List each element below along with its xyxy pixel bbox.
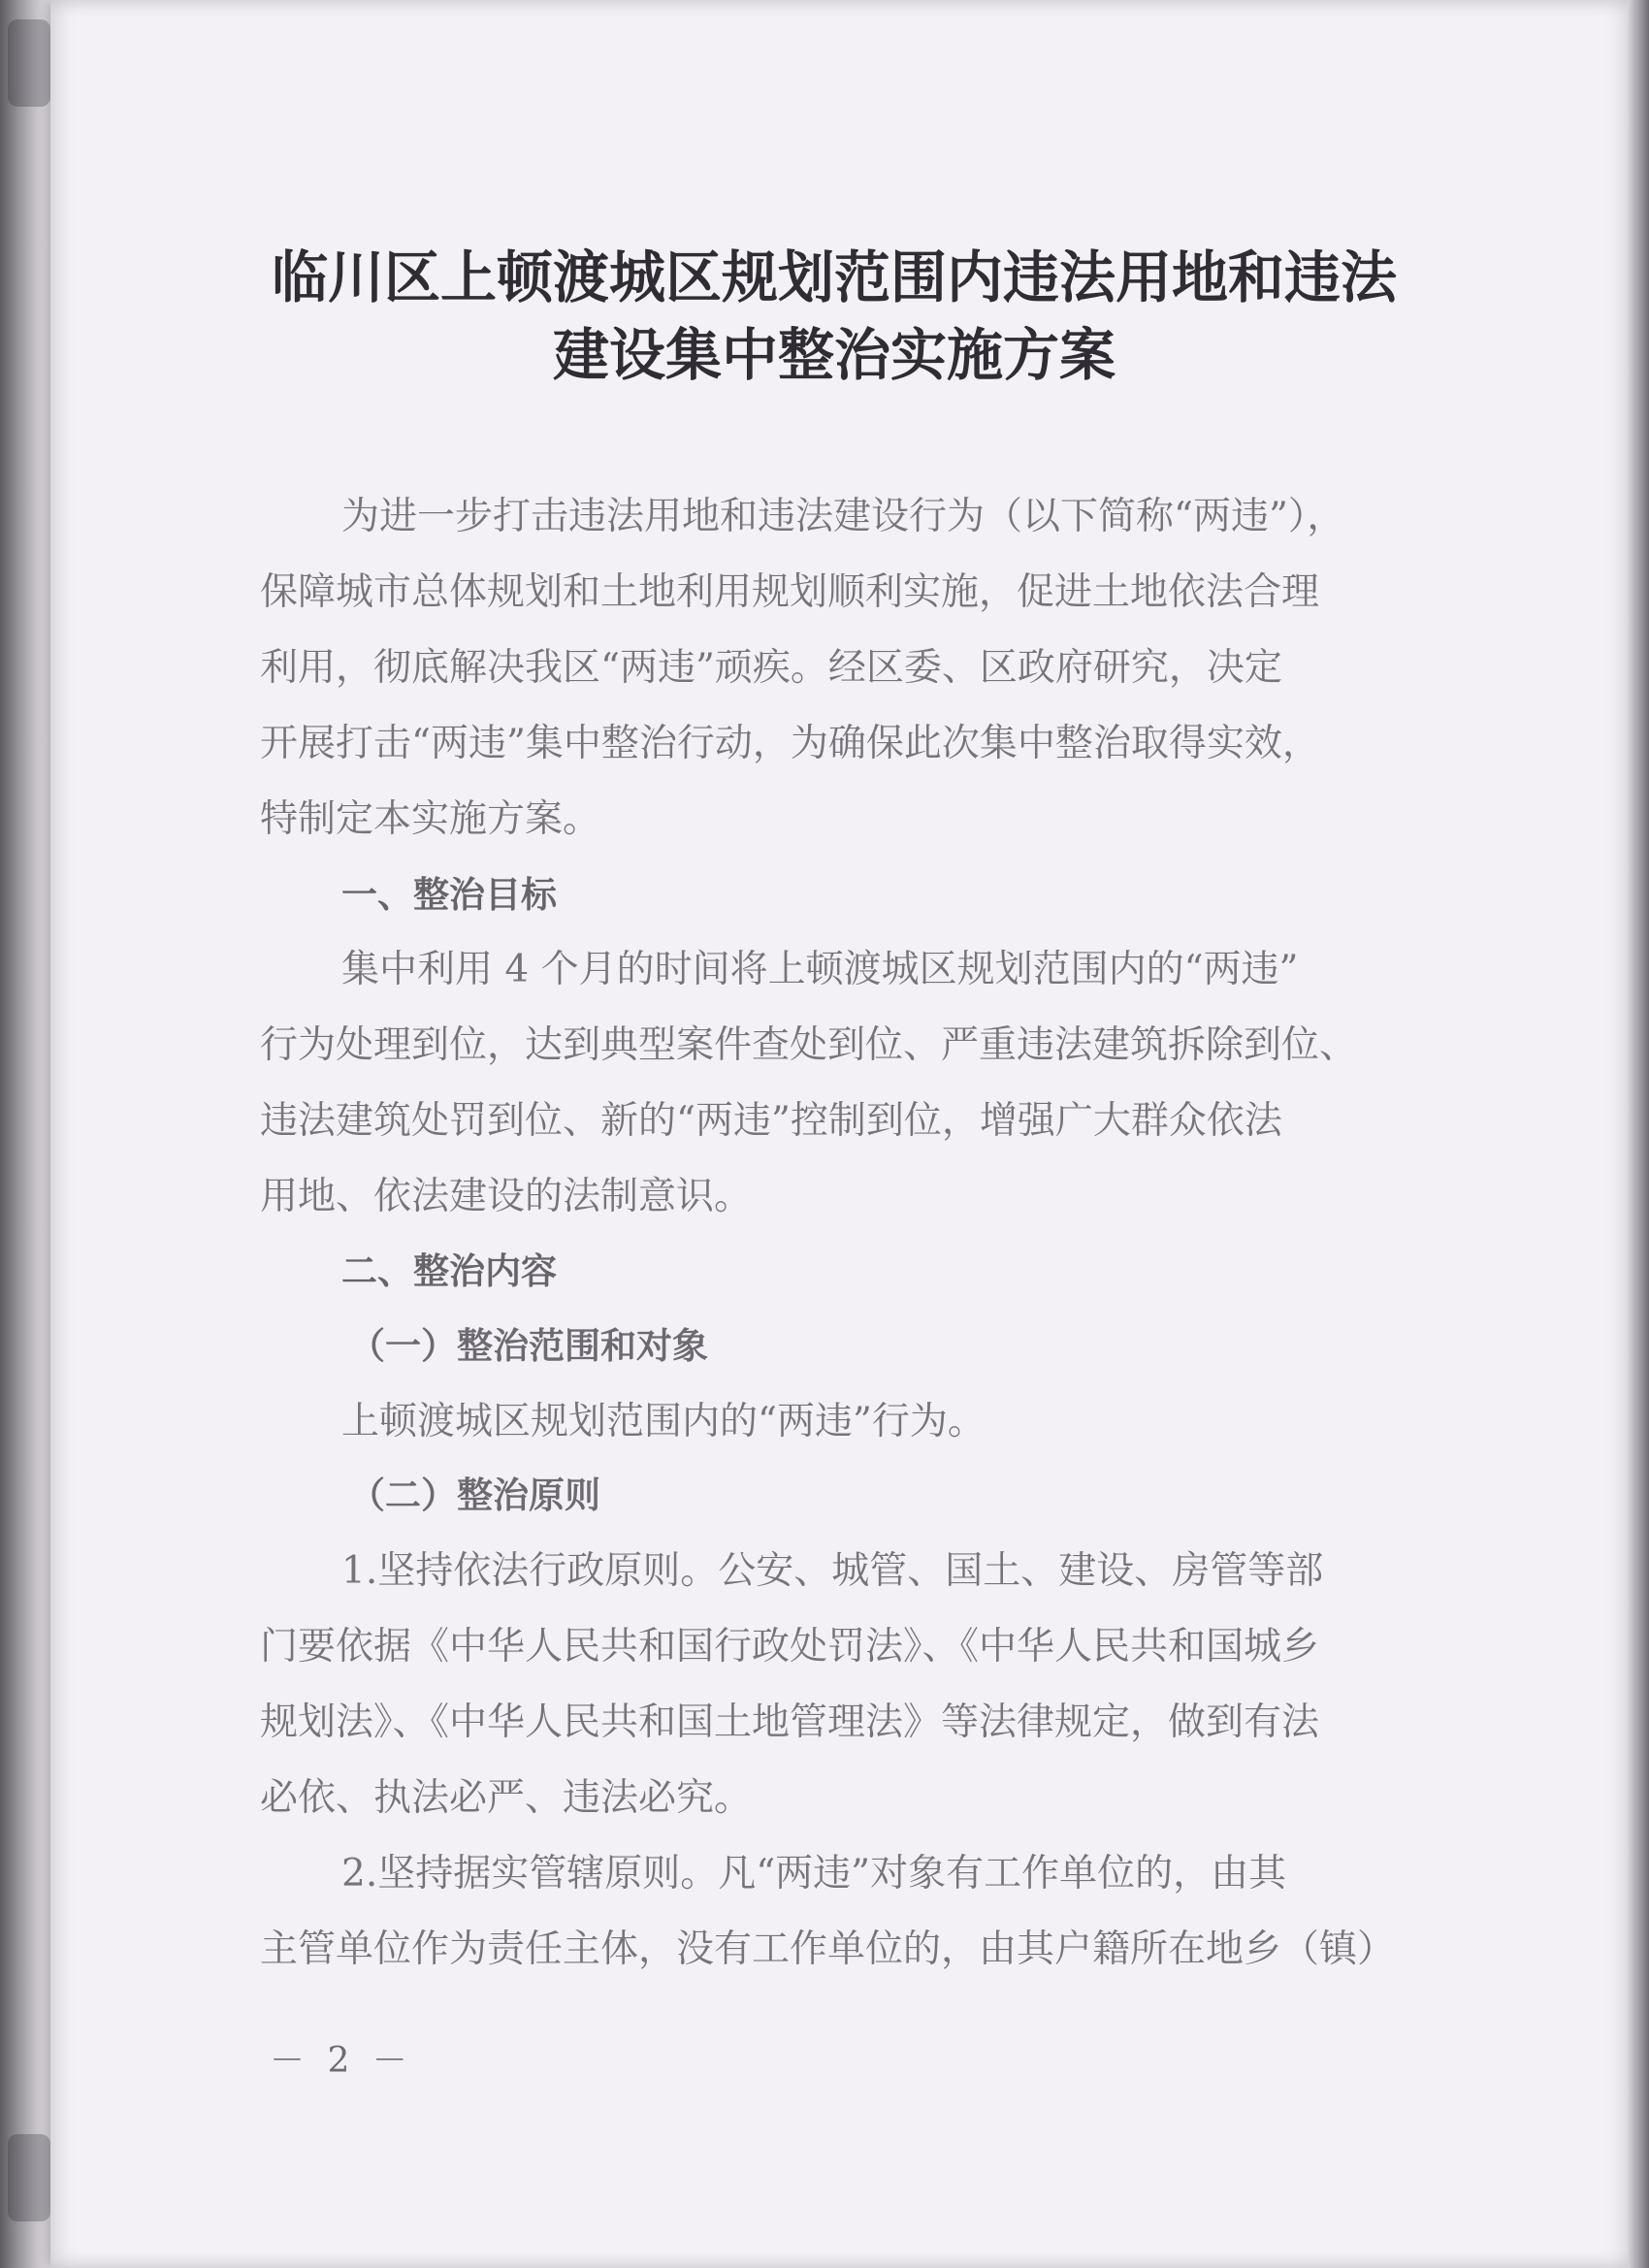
- principle-1-line-2: 门要依据《中华人民共和国行政处罚法》、《中华人民共和国城乡: [260, 1625, 1320, 1669]
- intro-line-4: 开展打击“两违”集中整治行动，为确保此次集中整治取得实效，: [260, 722, 1320, 765]
- document-title-line-2: 建设集中整治实施方案: [552, 322, 1116, 388]
- principle-1-line-4: 必依、执法必严、违法必究。: [260, 1776, 753, 1820]
- paper-edge-right: [1628, 0, 1649, 2268]
- binder-edge-left: [0, 0, 52, 2268]
- section-2-heading: 二、整治内容: [341, 1250, 557, 1292]
- document-title-line-1: 临川区上顿渡城区规划范围内违法用地和违法: [271, 244, 1397, 310]
- section-1-line-2: 行为处理到位，达到典型案件查处到位、严重违法建筑拆除到位、: [260, 1023, 1358, 1067]
- section-1-heading: 一、整治目标: [341, 874, 557, 916]
- principle-1-line-1: 1.坚持依法行政原则。公安、城管、国土、建设、房管等部: [341, 1549, 1324, 1593]
- section-2-subheading-1: （一）整治范围和对象: [349, 1324, 708, 1367]
- section-1-line-3: 违法建筑处罚到位、新的“两违”控制到位，增强广大群众依法: [260, 1099, 1282, 1143]
- intro-line-1: 为进一步打击违法用地和违法建设行为（以下简称“两违”），: [341, 495, 1345, 538]
- principle-2-line-2: 主管单位作为责任主体，没有工作单位的，由其户籍所在地乡（镇）: [260, 1928, 1396, 1971]
- section-1-line-1: 集中利用 4 个月的时间将上顿渡城区规划范围内的“两违”: [341, 948, 1299, 991]
- section-2-sub1-line-1: 上顿渡城区规划范围内的“两违”行为。: [341, 1400, 986, 1443]
- intro-line-5: 特制定本实施方案。: [260, 797, 601, 841]
- section-1-line-4: 用地、依法建设的法制意识。: [260, 1175, 753, 1218]
- binder-hole-top: [8, 19, 50, 107]
- page-number: － 2 －: [270, 2041, 413, 2081]
- principle-1-line-3: 规划法》、《中华人民共和国土地管理法》等法律规定，做到有法: [260, 1701, 1320, 1744]
- intro-line-2: 保障城市总体规划和土地利用规划顺利实施，促进土地依法合理: [260, 570, 1320, 614]
- intro-line-3: 利用，彻底解决我区“两违”顽疾。经区委、区政府研究，决定: [260, 646, 1282, 690]
- binder-hole-bottom: [8, 2134, 50, 2221]
- principle-2-line-1: 2.坚持据实管辖原则。凡“两违”对象有工作单位的，由其: [341, 1852, 1287, 1895]
- section-2-subheading-2: （二）整治原则: [349, 1474, 600, 1516]
